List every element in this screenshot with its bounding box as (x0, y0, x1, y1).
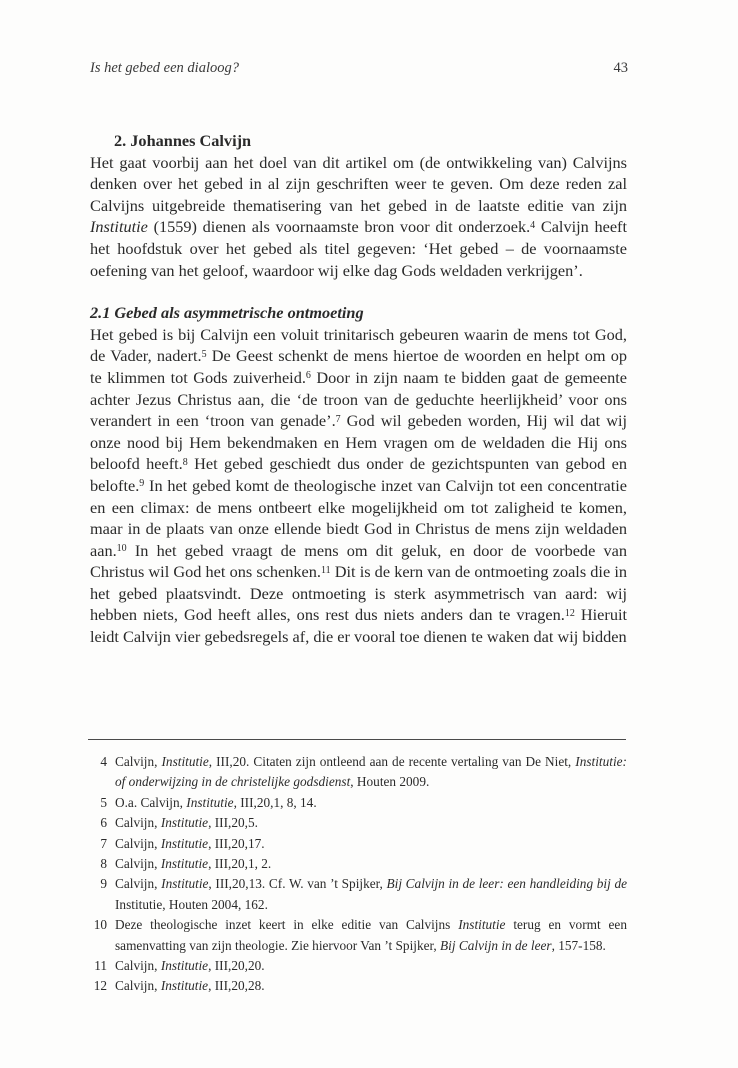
footnote-number: 6 (100, 815, 107, 831)
text-run: , III,20,5. (208, 815, 258, 831)
footnote-10 (90, 915, 627, 956)
text-run: Institutie (90, 217, 148, 237)
footnote-text (115, 752, 627, 793)
text-run: Deze theologische inzet keert in elke editie van Calvijns (115, 917, 459, 933)
text-run: Bij Calvijn in de leer (440, 937, 552, 953)
footnote-reference: 10 (116, 543, 127, 555)
footnote-text (115, 915, 627, 956)
text-run: In het gebed komt de theologische inzet van Calvijn tot een concentratie en een climax: de mens ontbeert elke mogelijkheid om tot zaligheid te komen, maar in de plaats van onze ellende biedt God in Christus de mens zijn weldaden aan. (90, 475, 627, 560)
text-run: Institutie (160, 958, 209, 974)
footnote-text (115, 874, 627, 915)
footnote-11 (90, 956, 627, 976)
text-run: Hieruit leidt Calvijn vier gebedsregels af, die er vooral toe dienen te waken dat wij bidden (90, 605, 628, 647)
section-heading: 2. Johannes Calvijn (114, 131, 252, 150)
footnote-text (115, 854, 627, 874)
text-run: De Geest schenkt de mens hiertoe de woorden en helpt om op te klimmen tot Gods zuiverheid. (90, 346, 627, 387)
text-run: Calvijn, (115, 815, 161, 831)
text-run: , III,20,1, 8, 14. (233, 794, 317, 810)
text-run: , III,20. Citaten zijn ontleend aan de recente vertaling van De Niet, (208, 754, 576, 769)
footnote-8 (90, 854, 627, 874)
page-number: 43 (613, 60, 628, 76)
text-run: , Houten 2009. (350, 774, 430, 790)
footnote-5 (90, 793, 627, 813)
footnote-7 (90, 834, 627, 854)
text-run: Institutie (160, 978, 209, 994)
footnote-number: 7 (100, 835, 107, 851)
footnote-number: 4 (100, 754, 107, 769)
footnote-reference: 5 (201, 348, 207, 360)
text-run: Calvijn, (115, 754, 162, 769)
text-run: In het gebed vraagt de mens om dit geluk, en door de voorbede van Christus wil God het ons schenken. (90, 540, 627, 582)
text-run: Institutie, Houten 2004, 162. (115, 896, 268, 912)
text-run: Calvijn, (115, 876, 162, 892)
text-run: Het gaat voorbij aan het doel van dit artikel om (de ontwikkeling van) Calvijns denken over het gebed in al zijn geschriften weer te geven. Om deze reden zal Calvijns uitgebreide thematisering van het gebed in de laatste editie van zijn (90, 152, 627, 215)
footnote-reference: 8 (182, 456, 188, 468)
text-run: Calvijn, (115, 856, 161, 872)
footnote-text (115, 813, 627, 833)
text-run: Institutie (160, 856, 209, 872)
text-run: , 157-158. (551, 937, 606, 953)
text-run: Calvijn, (115, 835, 161, 851)
text-run: terug en vormt een samenvatting van zijn theologie. Zie hiervoor Van ’t Spijker, (115, 917, 627, 953)
text-run: , III,20,17. (208, 835, 265, 851)
footnote-4 (90, 752, 627, 793)
footnote-text (115, 976, 627, 996)
text-run: Calvijn, (115, 958, 161, 974)
footnote-reference: 12 (564, 607, 575, 619)
footnote-text (115, 956, 627, 976)
page-header (90, 60, 628, 77)
footnote-9 (90, 874, 627, 915)
subsection-heading: 2.1 Gebed als asymmetrische ontmoeting (90, 303, 364, 323)
footnote-reference: 9 (139, 478, 145, 490)
footnote-number: 8 (100, 856, 107, 872)
text-run: Institutie (161, 876, 209, 892)
text-run: , III,20,28. (208, 978, 265, 994)
text-run: God wil gebeden worden, Hij wil dat wij onze nood bij Hem bekendmaken en Hem vragen om de weldaden die Hij ons beloofd heeft. (90, 411, 627, 474)
text-run: , III,20,1, 2. (208, 856, 272, 872)
footnote-number: 10 (93, 917, 107, 933)
footnote-text (115, 793, 627, 813)
footnote-6 (90, 813, 627, 833)
text-run: Institutie: of onderwijzing in de christelijke godsdienst (115, 754, 627, 790)
footnote-text (115, 834, 627, 854)
footnote-reference: 7 (335, 413, 341, 425)
paragraph-asymmetrische-ontmoeting (90, 324, 627, 648)
text-run: Het gebed geschiedt dus onder de gezichtspunten van gebod en belofte. (90, 454, 627, 495)
footnote-divider (88, 739, 626, 740)
text-run: , III,20,20. (208, 958, 265, 974)
text-run: Dit is de kern van de ontmoeting zoals die in het gebed plaatsvindt. Deze ontmoeting is sterk asymmetrisch van aard: wij hebben niets, God heeft alles, ons rest dus niets anders dan te vragen. (90, 562, 627, 625)
footnote-reference: 4 (530, 219, 536, 231)
footnote-12 (90, 976, 627, 996)
footnote-number: 9 (100, 876, 107, 892)
text-run: Institutie (160, 815, 209, 831)
text-run: Het gebed is bij Calvijn een voluit trinitarisch gebeuren waarin de mens tot God, de Vader, nadert. (90, 324, 627, 366)
text-run: O.a. Calvijn, (115, 794, 187, 810)
footnote-reference: 11 (320, 564, 331, 576)
text-run: Door in zijn naam te bidden gaat de gemeente achter Jezus Christus aan, die ‘de troon van de geduchte heerlijkheid’ voor ons verandert in een ‘troon van genade’. (90, 367, 627, 431)
text-run: (1559) dienen als voornaamste bron voor dit onderzoek. (147, 217, 531, 237)
footnote-list (90, 752, 627, 997)
footnote-number: 5 (100, 794, 107, 810)
running-title: Is het gebed een dialoog? (90, 60, 239, 76)
text-run: Institutie (160, 835, 209, 851)
paragraph-calvijn-intro (90, 152, 627, 282)
footnote-reference: 6 (305, 370, 311, 382)
text-run: Institutie (458, 917, 506, 933)
text-run: Bij Calvijn in de leer: een handleiding bij de (386, 876, 627, 892)
text-run: Calvijn heeft het hoofdstuk over het gebed als titel gegeven: ‘Het gebed – de voornaamste oefening van het geloof, waardoor wij elke dag Gods weldaden verkrijgen’. (90, 217, 627, 280)
text-run: Institutie (161, 754, 209, 769)
footnote-number: 12 (93, 978, 107, 994)
page-body (90, 130, 627, 648)
text-run: Institutie (186, 794, 234, 810)
footnote-number: 11 (94, 958, 107, 974)
text-run: Calvijn, (115, 978, 161, 994)
text-run: , III,20,13. Cf. W. van ’t Spijker, (208, 876, 387, 892)
